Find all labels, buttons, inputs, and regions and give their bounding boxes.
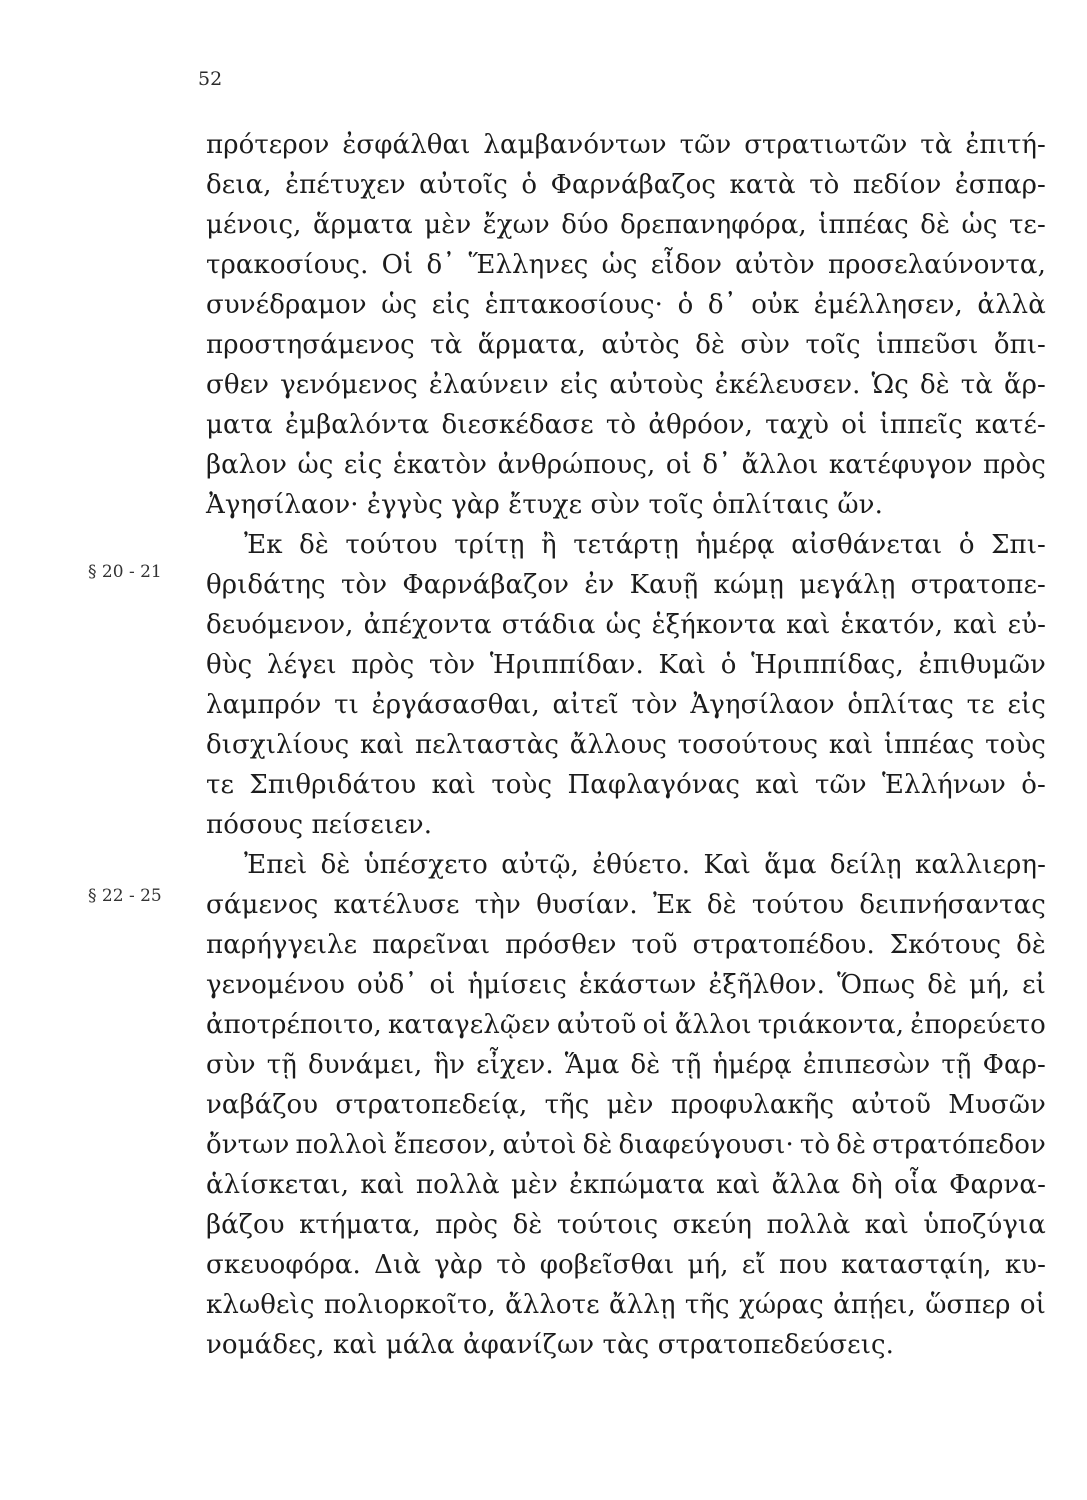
text-line: λαμπρόν τι ἐργάσασθαι, αἰτεῖ τὸν Ἀγησίλαον ὁπλίτας τε εἰς [206,690,1046,720]
text-line: γενομένου οὐδ᾽ οἱ ἡμίσεις ἑκάστων ἐξῆλθον. Ὅπως δὲ μή, εἰ [206,970,1046,1000]
text-line: σὺν τῇ δυνάμει, ἣν εἶχεν. Ἅμα δὲ τῇ ἡμέρᾳ ἐπιπεσὼν τῇ Φαρ- [206,1050,1046,1080]
text-line: κλωθεὶς πολιορκοῖτο, ἄλλοτε ἄλλῃ τῆς χώρας ἀπῄει, ὥσπερ οἱ [206,1290,1046,1320]
page-number: 52 [198,68,223,90]
body-text [206,125,1046,1365]
text-line: ματα ἐμβαλόντα διεσκέδασε τὸ ἀθρόον, ταχὺ οἱ ἱππεῖς κατέ- [206,410,1046,440]
text-line: βαλον ὡς εἰς ἑκατὸν ἀνθρώπους, οἱ δ᾽ ἄλλοι κατέφυγον πρὸς [206,450,1046,480]
text-line: μένοις, ἅρματα μὲν ἔχων δύο δρεπανηφόρα, ἱππέας δὲ ὡς τε- [206,210,1046,240]
text-line: συνέδραμον ὡς εἰς ἑπτακοσίους· ὁ δ᾽ οὐκ ἐμέλλησεν, ἀλλὰ [206,290,1046,320]
text-line: σθεν γενόμενος ἐλαύνειν εἰς αὐτοὺς ἐκέλευσεν. Ὡς δὲ τὰ ἅρ- [206,370,1046,400]
text-line: δισχιλίους καὶ πελταστὰς ἄλλους τοσούτους καὶ ἱππέας τοὺς [206,730,1046,760]
section-marker: § 22 - 25 [88,886,162,906]
text-line: σάμενος κατέλυσε τὴν θυσίαν. Ἐκ δὲ τούτου δειπνήσαντας [206,890,1046,920]
text-line: ναβάζου στρατοπεδείᾳ, τῆς μὲν προφυλακῆς αὐτοῦ Μυσῶν [206,1090,1046,1120]
text-line: βάζου κτήματα, πρὸς δὲ τούτοις σκεύη πολλὰ καὶ ὑποζύγια [206,1210,1046,1240]
text-line: Ἐπεὶ δὲ ὑπέσχετο αὐτῷ, ἐθύετο. Καὶ ἅμα δείλῃ καλλιερη- [244,850,1046,880]
text-line: δεια, ἐπέτυχεν αὐτοῖς ὁ Φαρνάβαζος κατὰ τὸ πεδίον ἐσπαρ- [206,170,1046,200]
text-line: θριδάτης τὸν Φαρνάβαζον ἐν Καυῇ κώμῃ μεγάλῃ στρατοπε- [206,570,1046,600]
text-line: πόσους πείσειεν. [206,810,433,840]
text-line: νομάδες, καὶ μάλα ἀφανίζων τὰς στρατοπεδεύσεις. [206,1330,895,1360]
text-line: ὄντων πολλοὶ ἔπεσον, αὐτοὶ δὲ διαφεύγουσι· τὸ δὲ στρατόπεδον [206,1130,1046,1160]
text-line: παρήγγειλε παρεῖναι πρόσθεν τοῦ στρατοπέδου. Σκότους δὲ [206,930,1046,960]
text-line: σκευοφόρα. Διὰ γὰρ τὸ φοβεῖσθαι μή, εἴ που καταστᾳίη, κυ- [206,1250,1046,1280]
text-line: ἁλίσκεται, καὶ πολλὰ μὲν ἐκπώματα καὶ ἄλλα δὴ οἷα Φαρνα- [206,1170,1046,1200]
text-line: τρακοσίους. Οἱ δ᾽ Ἕλληνες ὡς εἶδον αὐτὸν προσελαύνοντα, [206,250,1046,280]
text-line: τε Σπιθριδάτου καὶ τοὺς Παφλαγόνας καὶ τῶν Ἑλλήνων ὁ- [206,770,1046,800]
text-line: Ἐκ δὲ τούτου τρίτῃ ἢ τετάρτῃ ἡμέρᾳ αἰσθάνεται ὁ Σπι- [244,530,1046,560]
text-line: ἀποτρέποιτο, καταγελῷεν αὐτοῦ οἱ ἄλλοι τριάκοντα, ἐπορεύετο [206,1010,1046,1040]
text-line: Ἀγησίλαον· ἐγγὺς γὰρ ἔτυχε σὺν τοῖς ὁπλίταις ὤν. [206,490,883,520]
text-line: δευόμενον, ἀπέχοντα στάδια ὡς ἑξήκοντα καὶ ἑκατόν, καὶ εὐ- [206,610,1046,640]
text-line: προστησάμενος τὰ ἅρματα, αὐτὸς δὲ σὺν τοῖς ἱππεῦσι ὄπι- [206,330,1046,360]
section-marker: § 20 - 21 [88,562,162,582]
text-line: θὺς λέγει πρὸς τὸν Ἡριππίδαν. Καὶ ὁ Ἡριππίδας, ἐπιθυμῶν [206,650,1046,680]
text-line: πρότερον ἐσφάλθαι λαμβανόντων τῶν στρατιωτῶν τὰ ἐπιτή- [206,130,1046,160]
